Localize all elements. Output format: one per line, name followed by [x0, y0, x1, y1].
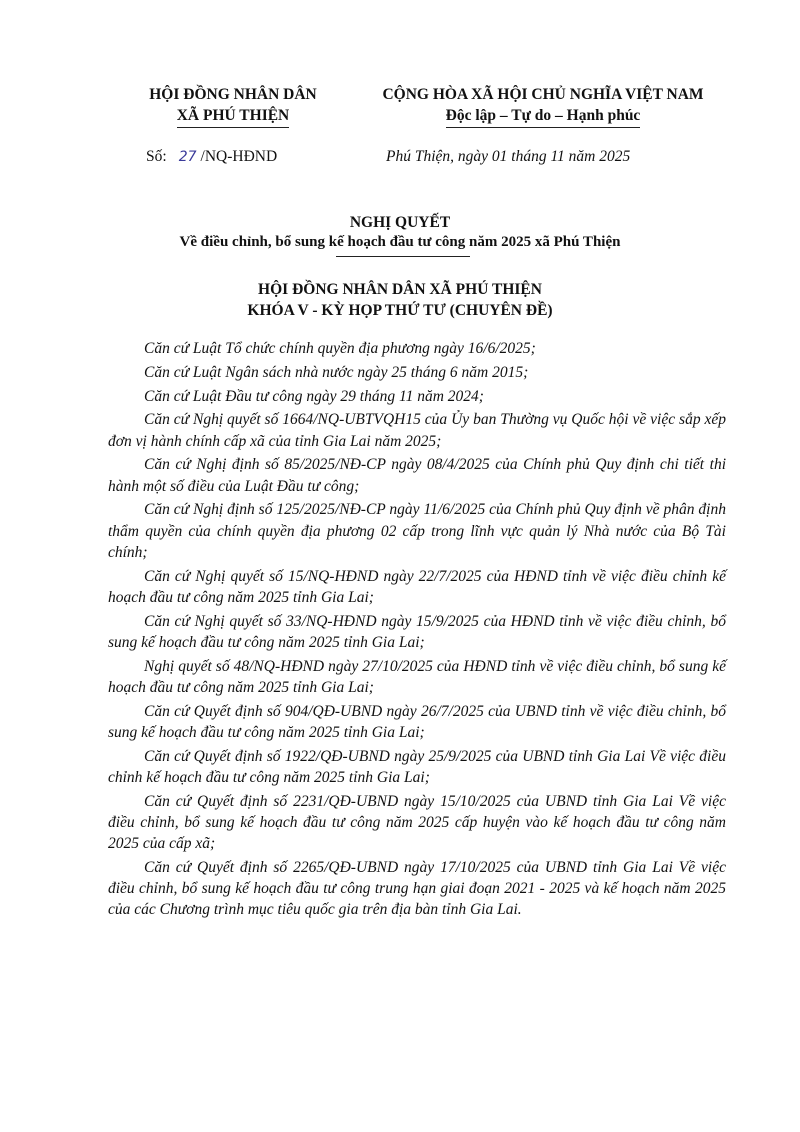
council-heading — [0, 279, 800, 321]
number-suffix: /NQ-HĐND — [200, 148, 278, 165]
legal-basis-item: Căn cứ Quyết định số 2231/QĐ-UBND ngày 15/10/2025 của UBND tỉnh Gia Lai Về việc điều chỉnh, bổ sung kế hoạch đầu tư công năm 2025 cấp huyện vào kế hoạch đầu tư công năm 2025 của cấp xã; — [108, 792, 726, 852]
legal-basis-item: Nghị quyết số 48/NQ-HĐND ngày 27/10/2025 của HĐND tỉnh về việc điều chỉnh, bổ sung kế hoạch đầu tư công năm 2025 tỉnh Gia Lai; — [108, 657, 726, 696]
motto-line: Độc lập – Tự do – Hạnh phúc — [446, 105, 641, 128]
council-line-2: KHÓA V - KỲ HỌP THỨ TƯ (CHUYÊN ĐỀ) — [247, 302, 553, 319]
document-title: NGHỊ QUYẾT — [349, 214, 451, 231]
subtitle-rule — [336, 256, 470, 257]
legal-basis-item: Căn cứ Luật Đầu tư công ngày 29 tháng 11 năm 2024; — [144, 387, 484, 405]
legal-basis-item: Căn cứ Nghị định số 125/2025/NĐ-CP ngày 11/6/2025 của Chính phủ Quy định về phân định thẩm quyền của chính quyền địa phương 02 cấp trong lĩnh vực quản lý Nhà nước của Bộ Tài chính; — [108, 501, 726, 561]
legal-basis-item: Căn cứ Quyết định số 904/QĐ-UBND ngày 26/7/2025 của UBND tỉnh về việc điều chỉnh, bổ sung kế hoạch đầu tư công năm 2025 tỉnh Gia Lai; — [108, 702, 726, 741]
number-prefix: Số: — [146, 148, 167, 165]
legal-basis-item: Căn cứ Quyết định số 1922/QĐ-UBND ngày 25/9/2025 của UBND tỉnh Gia Lai Về việc điều chỉnh kế hoạch đầu tư công năm 2025 tỉnh Gia Lai; — [108, 747, 726, 786]
country-name: CỘNG HÒA XÃ HỘI CHỦ NGHĨA VIỆT NAM — [382, 86, 704, 103]
national-motto — [355, 84, 731, 128]
authority-line-1: HỘI ĐỒNG NHÂN DÂN — [149, 86, 317, 103]
council-line-1: HỘI ĐỒNG NHÂN DÂN XÃ PHÚ THIỆN — [258, 281, 542, 298]
document-number — [146, 147, 277, 167]
issuing-authority — [118, 84, 348, 128]
legal-basis-item: Căn cứ Nghị quyết số 1664/NQ-UBTVQH15 của Ủy ban Thường vụ Quốc hội về việc sắp xếp đơn vị hành chính cấp xã của tỉnh Gia Lai năm 2025; — [108, 411, 726, 450]
handwritten-number: 27 — [178, 149, 197, 165]
legal-basis-item: Căn cứ Nghị quyết số 33/NQ-HĐND ngày 15/9/2025 của HĐND tỉnh về việc điều chỉnh, bổ sung kế hoạch đầu tư công năm 2025 tỉnh Gia Lai; — [108, 612, 726, 651]
legal-basis-item: Căn cứ Nghị quyết số 15/NQ-HĐND ngày 22/7/2025 của HĐND tỉnh về việc điều chỉnh kế hoạch đầu tư công năm 2025 tỉnh Gia Lai; — [108, 567, 726, 606]
legal-basis-item: Căn cứ Nghị định số 85/2025/NĐ-CP ngày 08/4/2025 của Chính phủ Quy định chi tiết thi hành một số điều của Luật Đầu tư công; — [108, 456, 726, 495]
issue-date: Phú Thiện, ngày 01 tháng 11 năm 2025 — [386, 148, 631, 165]
document-subtitle: Về điều chỉnh, bổ sung kế hoạch đầu tư công năm 2025 xã Phú Thiện — [179, 234, 621, 250]
legal-basis-item: Căn cứ Luật Tổ chức chính quyền địa phương ngày 16/6/2025; — [144, 340, 536, 357]
legal-basis-item: Căn cứ Luật Ngân sách nhà nước ngày 25 tháng 6 năm 2015; — [144, 363, 529, 381]
legal-basis — [108, 338, 726, 923]
legal-basis-item: Căn cứ Quyết định số 2265/QĐ-UBND ngày 17/10/2025 của UBND tỉnh Gia Lai Về việc điều chỉnh, bổ sung kế hoạch đầu tư công trung hạn giai đoạn 2021 - 2025 và kế hoạch năm 2025 của các Chương trình mục tiêu quốc gia trên địa bàn tỉnh Gia Lai. — [108, 858, 726, 919]
authority-line-2: XÃ PHÚ THIỆN — [177, 105, 290, 128]
